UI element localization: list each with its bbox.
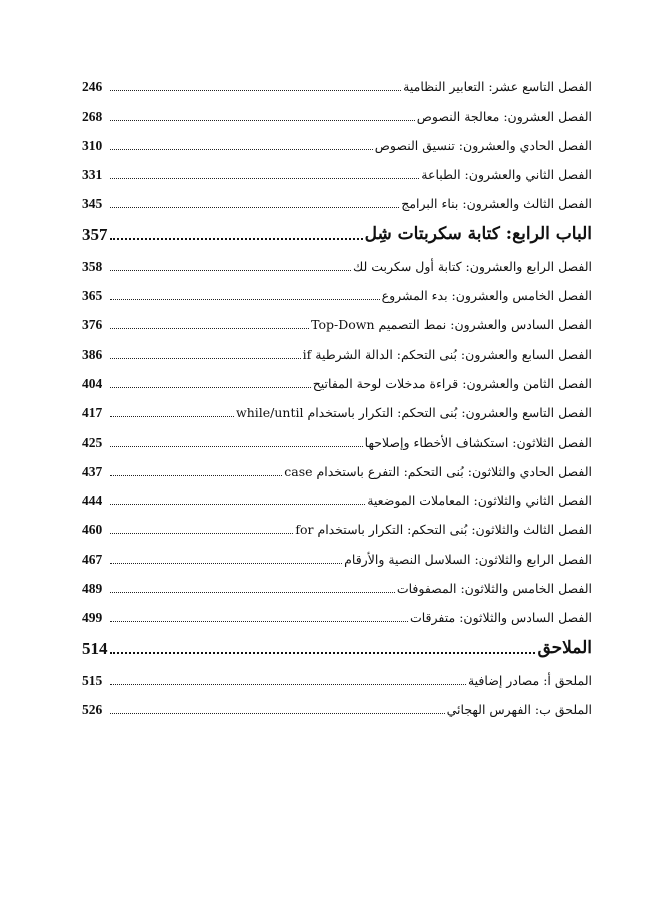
table-of-contents [82, 66, 592, 718]
toc-page-number: 444 [82, 493, 103, 509]
toc-entry[interactable] [82, 363, 592, 392]
toc-entry-title: الفصل الثامن والعشرون: قراءة مدخلات لوحة المفاتيح [312, 375, 592, 391]
dot-leader [110, 563, 342, 564]
dot-leader [110, 533, 293, 534]
dot-leader [110, 652, 535, 654]
toc-entry[interactable] [82, 95, 592, 124]
dot-leader [110, 416, 234, 417]
toc-page-number: 417 [82, 405, 103, 421]
toc-part-title: الملاحق [537, 638, 592, 659]
dot-leader [110, 120, 415, 121]
toc-entry[interactable] [82, 66, 592, 95]
toc-entry[interactable] [82, 333, 592, 362]
toc-part-heading[interactable] [82, 212, 592, 245]
dot-leader [110, 592, 395, 593]
toc-entry-title: الفصل التاسع عشر: التعابير النظامية [403, 79, 592, 95]
toc-page-number: 425 [82, 434, 103, 450]
toc-entry-title: الفصل الرابع والثلاثون: السلاسل النصية والأرقام [344, 551, 592, 567]
toc-entry-title: الملحق أ: مصادر إضافية [467, 672, 592, 688]
dot-leader [110, 328, 309, 329]
toc-page-number: 499 [82, 610, 103, 626]
toc-entry[interactable] [82, 509, 592, 538]
toc-page-number: 310 [82, 137, 103, 153]
toc-entry-title: الفصل السابع والعشرون: بُنى التحكم: الدالة الشرطية if [302, 346, 592, 362]
toc-page-number: 437 [82, 463, 103, 479]
toc-entry[interactable] [82, 392, 592, 421]
dot-leader [110, 475, 282, 476]
toc-page-number: 489 [82, 581, 103, 597]
toc-entry-title: الفصل الحادي والعشرون: تنسيق النصوص [374, 137, 592, 153]
toc-entry-title: الفصل السادس والعشرون: نمط التصميم Top-Down [311, 317, 592, 333]
toc-entry[interactable] [82, 304, 592, 333]
toc-page-number: 331 [82, 167, 103, 183]
dot-leader [110, 358, 301, 359]
toc-page-number: 358 [82, 258, 103, 274]
toc-entry-title: الفصل الثاني والثلاثون: المعاملات الموضعية [367, 493, 592, 509]
toc-entry[interactable] [82, 538, 592, 567]
toc-part-heading[interactable] [82, 626, 592, 659]
dot-leader [110, 149, 373, 150]
toc-entry[interactable] [82, 154, 592, 183]
dot-leader [110, 387, 311, 388]
toc-entry-title: الفصل الثالث والثلاثون: بُنى التحكم: التكرار باستخدام for [295, 522, 592, 538]
toc-entry[interactable] [82, 125, 592, 154]
toc-entry[interactable] [82, 659, 592, 688]
toc-page-number: 386 [82, 346, 103, 362]
dot-leader [110, 299, 380, 300]
toc-page-number: 404 [82, 375, 103, 391]
toc-entry[interactable] [82, 275, 592, 304]
toc-entry[interactable] [82, 183, 592, 212]
toc-entry-title: الفصل السادس والثلاثون: متفرقات [409, 610, 592, 626]
toc-part-title: الباب الرابع: كتابة سكربتات شِل [364, 224, 592, 245]
toc-entry[interactable] [82, 451, 592, 480]
toc-entry-title: الفصل الخامس والثلاثون: المصفوفات [396, 581, 592, 597]
toc-page-number: 376 [82, 317, 103, 333]
toc-entry-title: الفصل العشرون: معالجة النصوص [416, 108, 592, 124]
toc-entry-title: الفصل التاسع والعشرون: بُنى التحكم: التكرار باستخدام while/until [236, 405, 592, 421]
toc-entry-title: الفصل الحادي والثلاثون: بُنى التحكم: التفرع باستخدام case [284, 463, 592, 479]
toc-page-number: 365 [82, 288, 103, 304]
toc-page-number: 268 [82, 108, 103, 124]
toc-page-number: 526 [82, 701, 103, 717]
dot-leader [110, 621, 408, 622]
dot-leader [110, 446, 363, 447]
toc-entry[interactable] [82, 597, 592, 626]
toc-entry[interactable] [82, 245, 592, 274]
toc-entry-title: الفصل الخامس والعشرون: بدء المشروع [381, 288, 592, 304]
toc-page-number: 515 [82, 672, 103, 688]
toc-page-number: 467 [82, 551, 103, 567]
toc-entry-title: الفصل الثلاثون: استكشاف الأخطاء وإصلاحها [364, 434, 592, 450]
toc-page-number: 345 [82, 196, 103, 212]
toc-entry-title: الفصل الثاني والعشرون: الطباعة [421, 167, 592, 183]
toc-entry-title: الفصل الرابع والعشرون: كتابة أول سكربت لك [352, 258, 592, 274]
dot-leader [110, 504, 365, 505]
dot-leader [110, 684, 466, 685]
toc-entry-title: الملحق ب: الفهرس الهجائي [446, 701, 592, 717]
dot-leader [110, 713, 445, 714]
toc-page-number: 246 [82, 79, 103, 95]
toc-entry[interactable] [82, 421, 592, 450]
toc-page-number: 357 [82, 225, 108, 245]
toc-entry[interactable] [82, 480, 592, 509]
toc-page-number: 514 [82, 639, 108, 659]
toc-entry[interactable] [82, 689, 592, 718]
toc-entry[interactable] [82, 568, 592, 597]
toc-entry-title: الفصل الثالث والعشرون: بناء البرامج [401, 196, 592, 212]
dot-leader [110, 238, 363, 240]
dot-leader [110, 178, 419, 179]
dot-leader [110, 207, 399, 208]
toc-page-number: 460 [82, 522, 103, 538]
dot-leader [110, 90, 401, 91]
dot-leader [110, 270, 351, 271]
